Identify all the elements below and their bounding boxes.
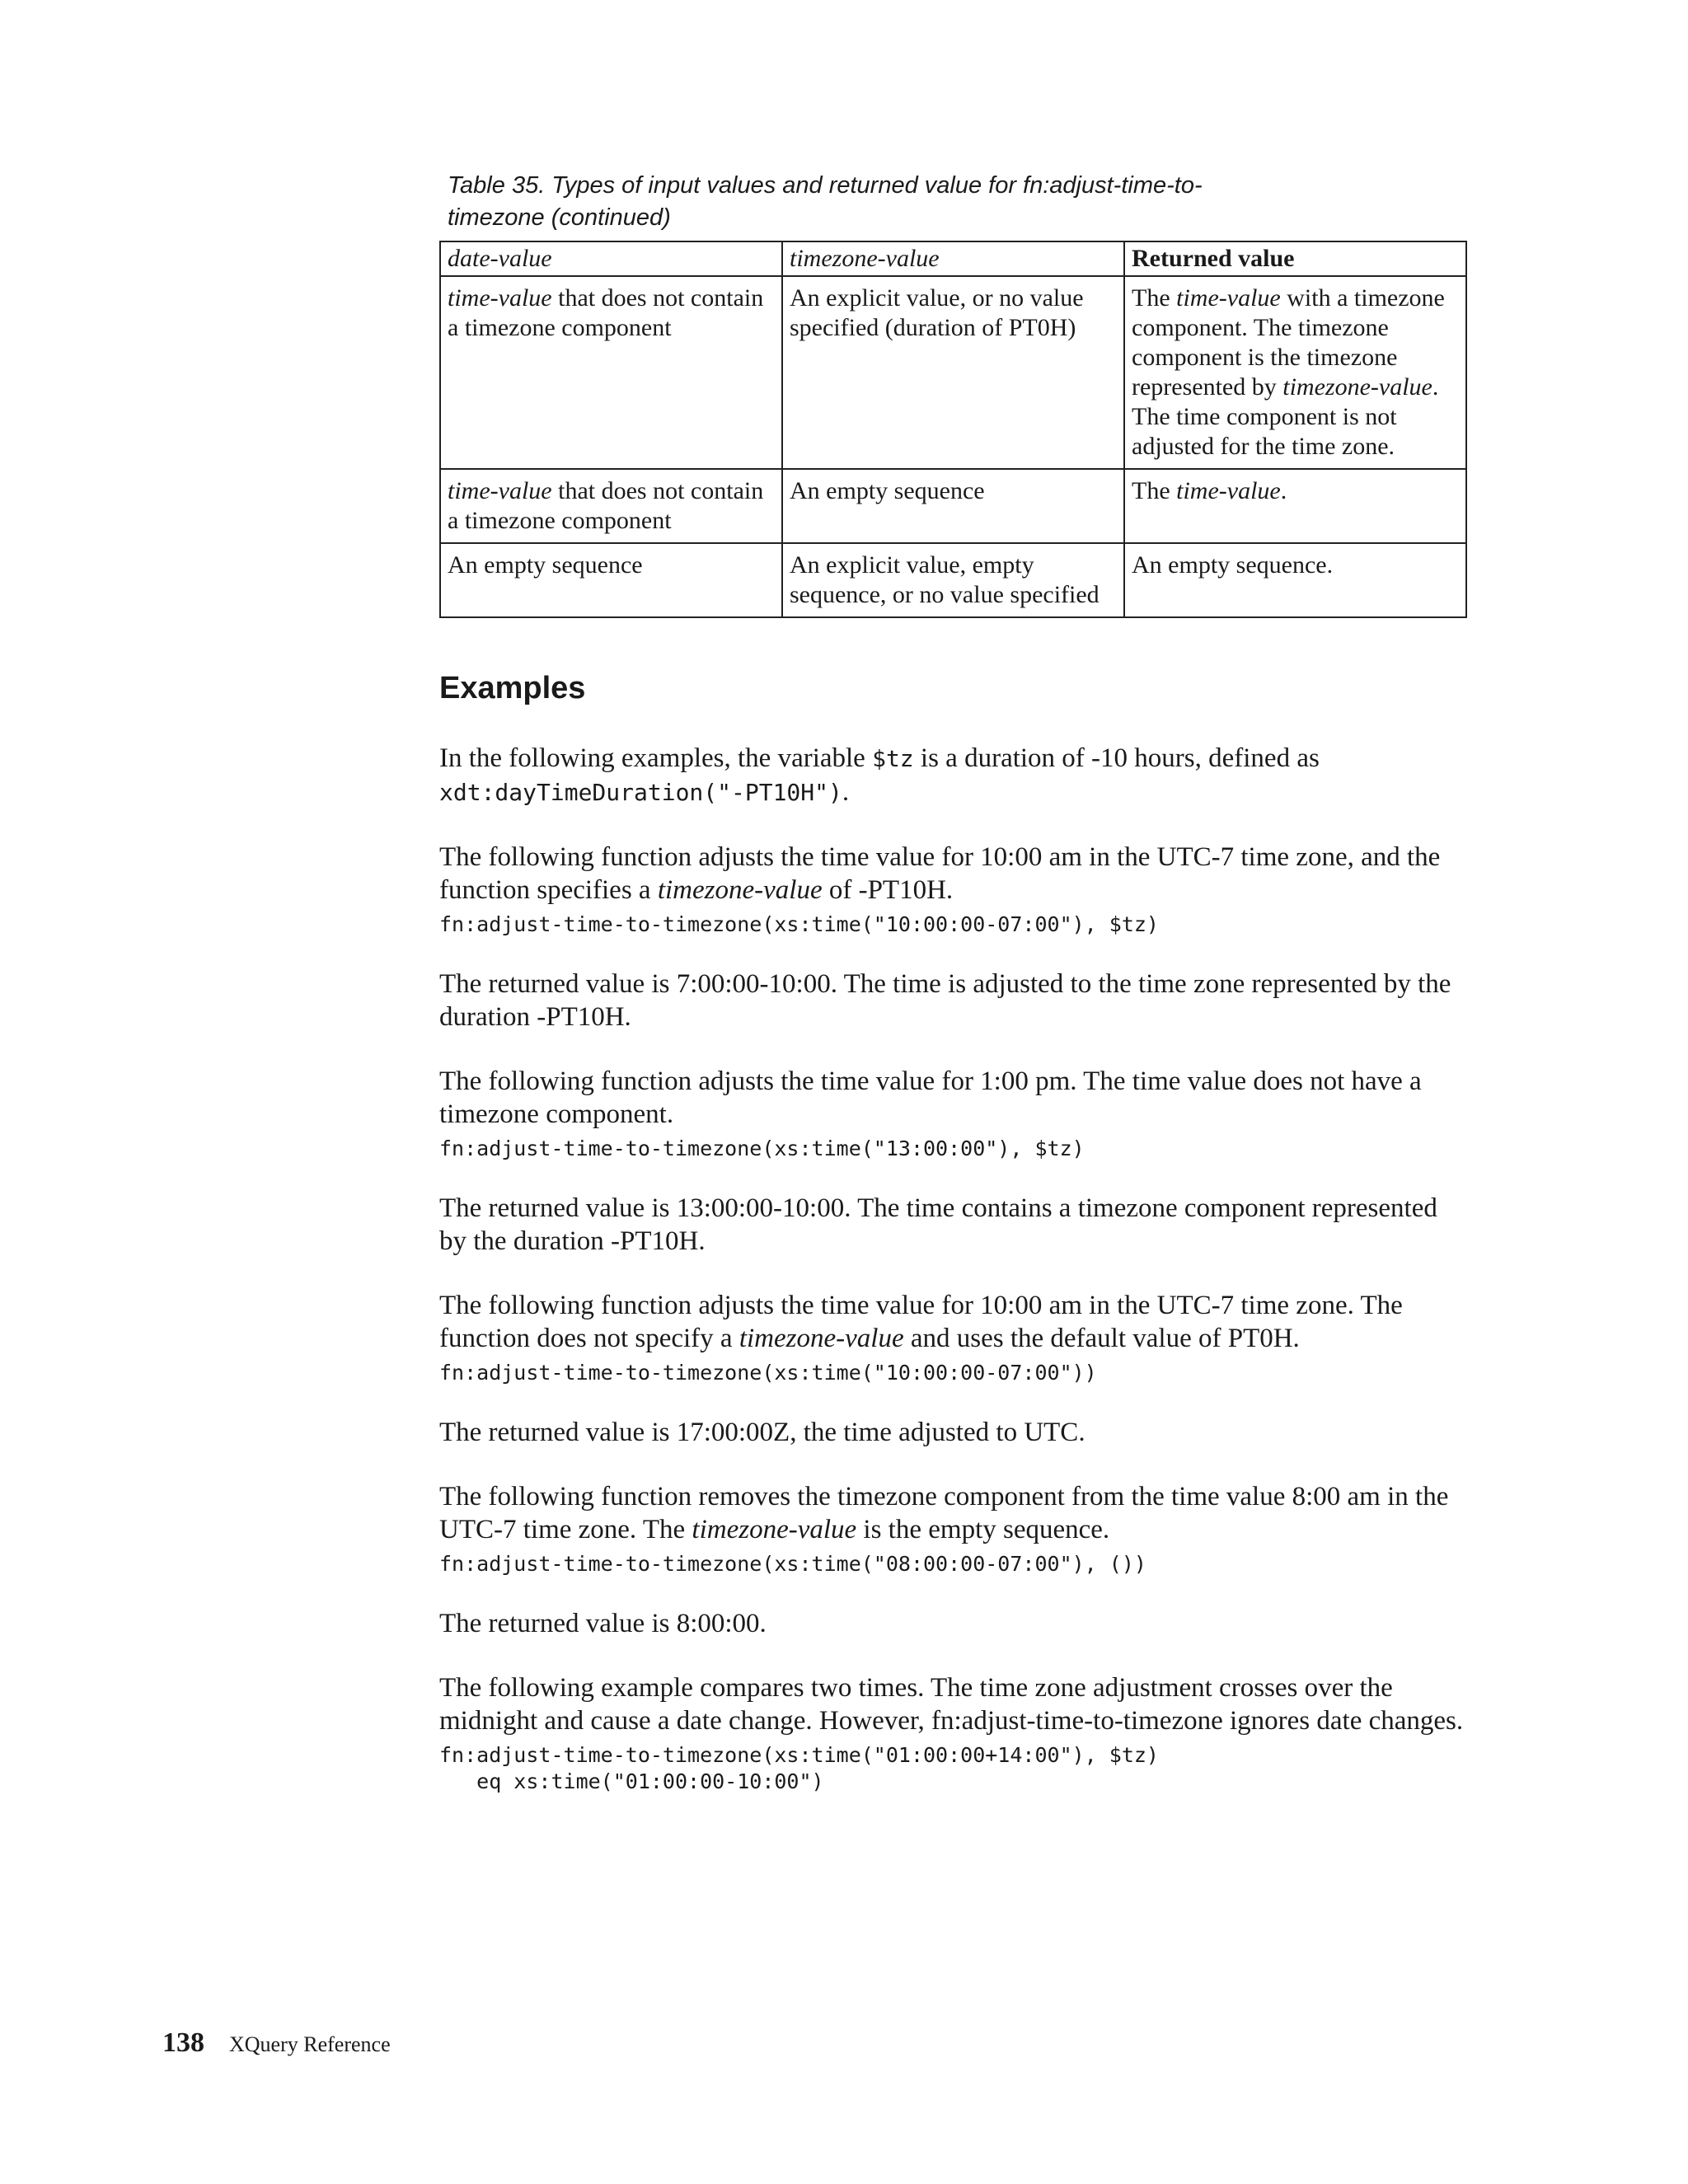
table-row [440,276,1466,469]
term: time-value [448,284,552,312]
table-caption: Table 35. Types of input values and returned value for fn:adjust-time-to-timezone (continued) [448,172,1203,231]
cell-text: with a timezone component. The timezone component is the timezone represented by [1132,284,1445,401]
term: timezone-value [657,875,823,905]
table-cell [440,469,782,543]
cell-text: . The time component is not adjusted for the time zone. [1132,373,1439,460]
cell-text: The [1132,284,1177,312]
example-2-code: fn:adjust-time-to-timezone(xs:time("13:00:00"), $tz) [439,1137,1085,1160]
cell-text: that does not contain a timezone component [448,477,764,534]
header-timezone-value: timezone-value [782,241,1124,276]
table-cell: An empty sequence [440,543,782,617]
table-cell: An explicit value, empty sequence, or no value specified [782,543,1124,617]
text: and uses the default value of PT0H. [903,1324,1300,1353]
text: The following function removes the timezone component from the time value 8:00 am in the UTC-7 time zone. The [439,1482,1449,1544]
text: is the empty sequence. [856,1515,1110,1544]
header-returned-value: Returned value [1124,241,1466,276]
cell-text: The [1132,477,1177,504]
example-4-result: The returned value is 8:00:00. [439,1609,767,1638]
section-heading: Examples [439,671,586,705]
example-3-result: The returned value is 17:00:00Z, the time adjusted to UTC. [439,1418,1085,1447]
example-3-code: fn:adjust-time-to-timezone(xs:time("10:00:00-07:00")) [439,1361,1097,1385]
book-title: XQuery Reference [229,2032,391,2056]
term: time-value [1176,477,1281,504]
example-5-code-line-1: fn:adjust-time-to-timezone(xs:time("01:00:00+14:00"), $tz) [439,1743,1159,1767]
text: is a duration of -10 hours, defined as [913,743,1320,773]
example-1-code: fn:adjust-time-to-timezone(xs:time("10:00:00-07:00"), $tz) [439,912,1159,936]
example-5-code-line-2: eq xs:time("01:00:00-10:00") [439,1769,824,1793]
page-content [439,170,1465,1795]
text: of -PT10H. [822,875,954,905]
example-2-description: The following function adjusts the time value for 1:00 pm. The time value does not have a timezone component. [439,1066,1422,1129]
example-1-result: The returned value is 7:00:00-10:00. The time is adjusted to the time zone represented by the duration -PT10H. [439,969,1451,1032]
table-header-row [440,241,1466,276]
page-footer [162,2027,391,2059]
text: . [842,777,850,807]
table-cell [1124,276,1466,469]
table-cell [440,276,782,469]
term: timezone-value [1282,373,1432,401]
term: timezone-value [692,1515,857,1544]
term: time-value [1176,284,1281,312]
example-3-description [439,1289,1465,1355]
table-row [440,543,1466,617]
text: The following function adjusts the time value for 10:00 am in the UTC-7 time zone, and the function specifies a [439,842,1441,905]
intro-paragraph [439,742,1465,809]
example-4-description [439,1480,1465,1546]
text: In the following examples, the variable [439,743,873,773]
table-cell: An empty sequence. [1124,543,1466,617]
example-1-description [439,841,1465,907]
table-cell: An empty sequence [782,469,1124,543]
example-4-code: fn:adjust-time-to-timezone(xs:time("08:00:00-07:00"), ()) [439,1552,1146,1576]
header-date-value: date-value [440,241,782,276]
table-cell [1124,469,1466,543]
text: The following function adjusts the time value for 10:00 am in the UTC-7 time zone. The function does not specify a [439,1291,1403,1353]
table-row [440,469,1466,543]
inline-code: xdt:dayTimeDuration("-PT10H") [439,779,842,806]
page-number: 138 [162,2027,204,2058]
input-types-table [439,241,1467,618]
code-var: $tz [872,745,914,772]
term: timezone-value [738,1324,904,1353]
cell-text: . [1280,477,1287,504]
table-cell: An explicit value, or no value specified (duration of PT0H) [782,276,1124,469]
example-2-result: The returned value is 13:00:00-10:00. The time contains a timezone component represented by the duration -PT10H. [439,1193,1437,1256]
term: time-value [448,477,552,504]
cell-text: that does not contain a timezone component [448,284,764,341]
example-5-description: The following example compares two times. The time zone adjustment crosses over the midnight and cause a date change. However, fn:adjust-time-to-timezone ignores date changes. [439,1673,1464,1736]
